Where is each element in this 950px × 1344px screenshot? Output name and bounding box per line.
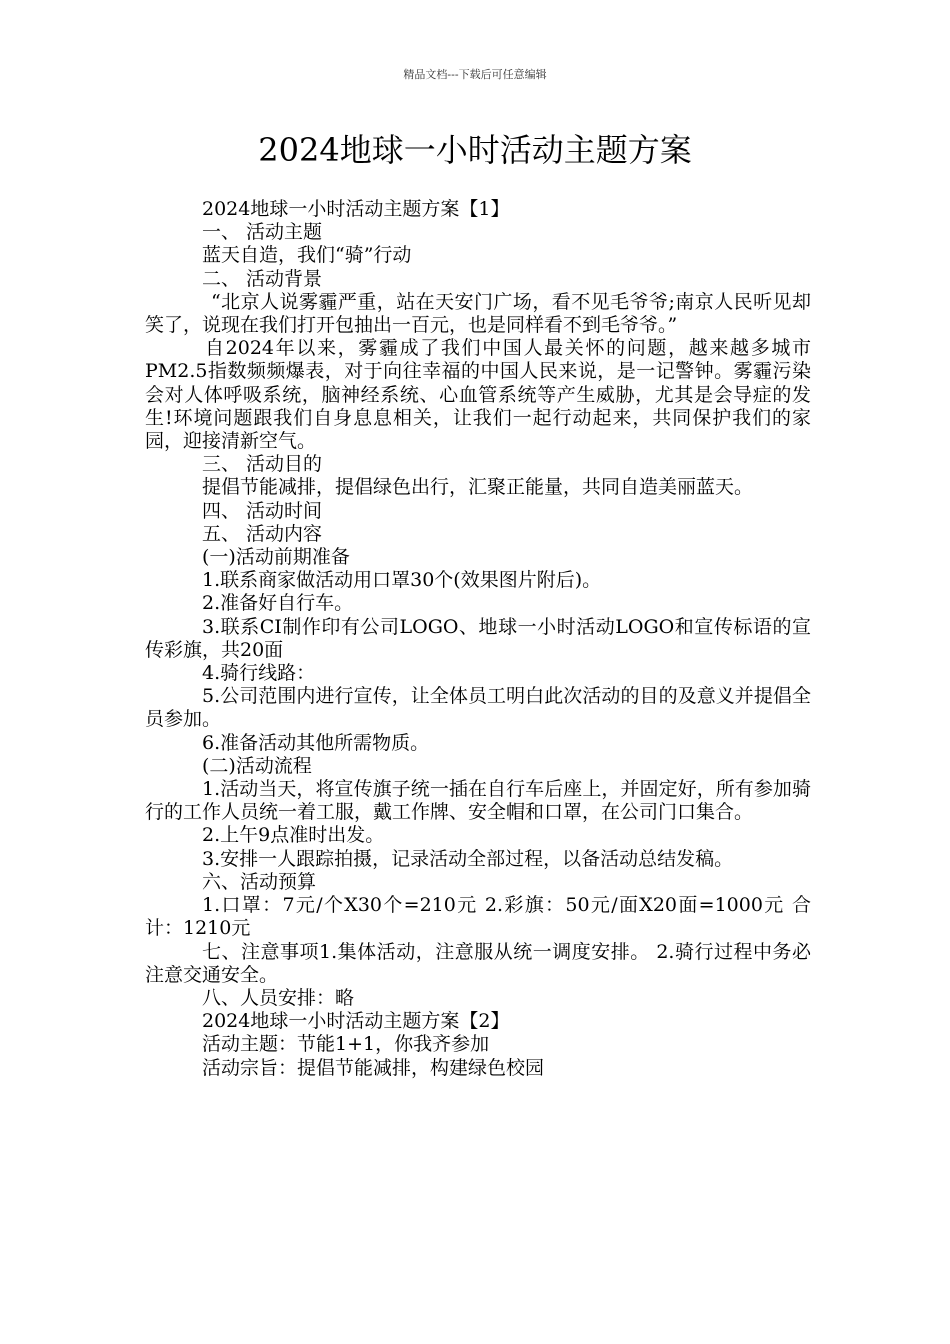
section-heading: 四、 活动时间: [202, 499, 323, 522]
subsection-heading: (二)活动流程: [202, 754, 312, 777]
list-item: 5.公司范围内进行宣传，让全体员工明白此次活动的目的及意义并提倡全员参加。: [145, 685, 811, 731]
section-heading: 八、人员安排：略: [202, 986, 355, 1009]
document-title: 2024地球一小时活动主题方案: [258, 131, 692, 169]
paragraph: 活动宗旨：提倡节能减排，构建绿色校园: [202, 1056, 545, 1079]
paragraph: 提倡节能减排，提倡绿色出行，汇聚正能量，共同自造美丽蓝天。: [202, 476, 754, 499]
paragraph: 活动主题：节能1+1，你我齐参加: [202, 1033, 490, 1056]
list-item: 4.骑行线路：: [202, 662, 316, 685]
section-heading: 2024地球一小时活动主题方案【2】: [202, 1010, 510, 1033]
list-item: 6.准备活动其他所需物质。: [202, 731, 430, 754]
document-body: [145, 198, 811, 1080]
list-item: 3.联系CI制作印有公司LOGO、地球一小时活动LOGO和宣传标语的宣传彩旗，共20面: [145, 615, 811, 661]
paragraph: “北京人说雾霾严重，站在天安门广场，看不见毛爷爷;南京人民听见却笑了，说现在我们打开包抽出一百元，也是同样看不到毛爷爷。”: [145, 290, 811, 337]
section-heading: 三、 活动目的: [202, 453, 323, 476]
section-heading: 六、活动预算: [202, 870, 317, 893]
subsection-heading: (一)活动前期准备: [202, 546, 350, 569]
list-item: 1.联系商家做活动用口罩30个(效果图片附后)。: [202, 569, 602, 592]
list-item: 1.活动当天，将宣传旗子统一插在自行车后座上，并固定好，所有参加骑行的工作人员统一着工服，戴工作牌、安全帽和口罩，在公司门口集合。: [145, 778, 811, 824]
paragraph: 自2024年以来，雾霾成了我们中国人最关怀的问题，越来越多城市PM2.5指数频频爆表，对于向往幸福的中国人民来说，是一记警钟。雾霾污染会对人体呼吸系统，脑神经系统、心血管系统等产生威胁，尤其是会导症的发生!环境问题跟我们自身息息相关，让我们一起行动起来，共同保护我们的家园，迎接清新空气。: [145, 337, 811, 453]
section-heading: 五、 活动内容: [202, 522, 323, 545]
list-item: 3.安排一人跟踪拍摄，记录活动全部过程，以备活动总结发稿。: [202, 847, 734, 870]
section-heading: 二、 活动背景: [202, 267, 323, 290]
list-item: 2.准备好自行车。: [202, 592, 354, 615]
paragraph: 蓝天自造，我们“骑”行动: [202, 244, 412, 267]
paragraph: 七、注意事项1.集体活动，注意服从统一调度安排。 2.骑行过程中务必注意交通安全。: [145, 940, 811, 986]
section-heading: 2024地球一小时活动主题方案【1】: [202, 198, 510, 220]
list-item: 2.上午9点准时出发。: [202, 824, 385, 847]
page-header: 精品文档---下载后可任意编辑: [403, 68, 547, 81]
paragraph: 1.口罩：7元/个X30个=210元 2.彩旗：50元/面X20面=1000元 合计：1210元: [145, 894, 811, 940]
section-heading: 一、 活动主题: [202, 221, 323, 244]
